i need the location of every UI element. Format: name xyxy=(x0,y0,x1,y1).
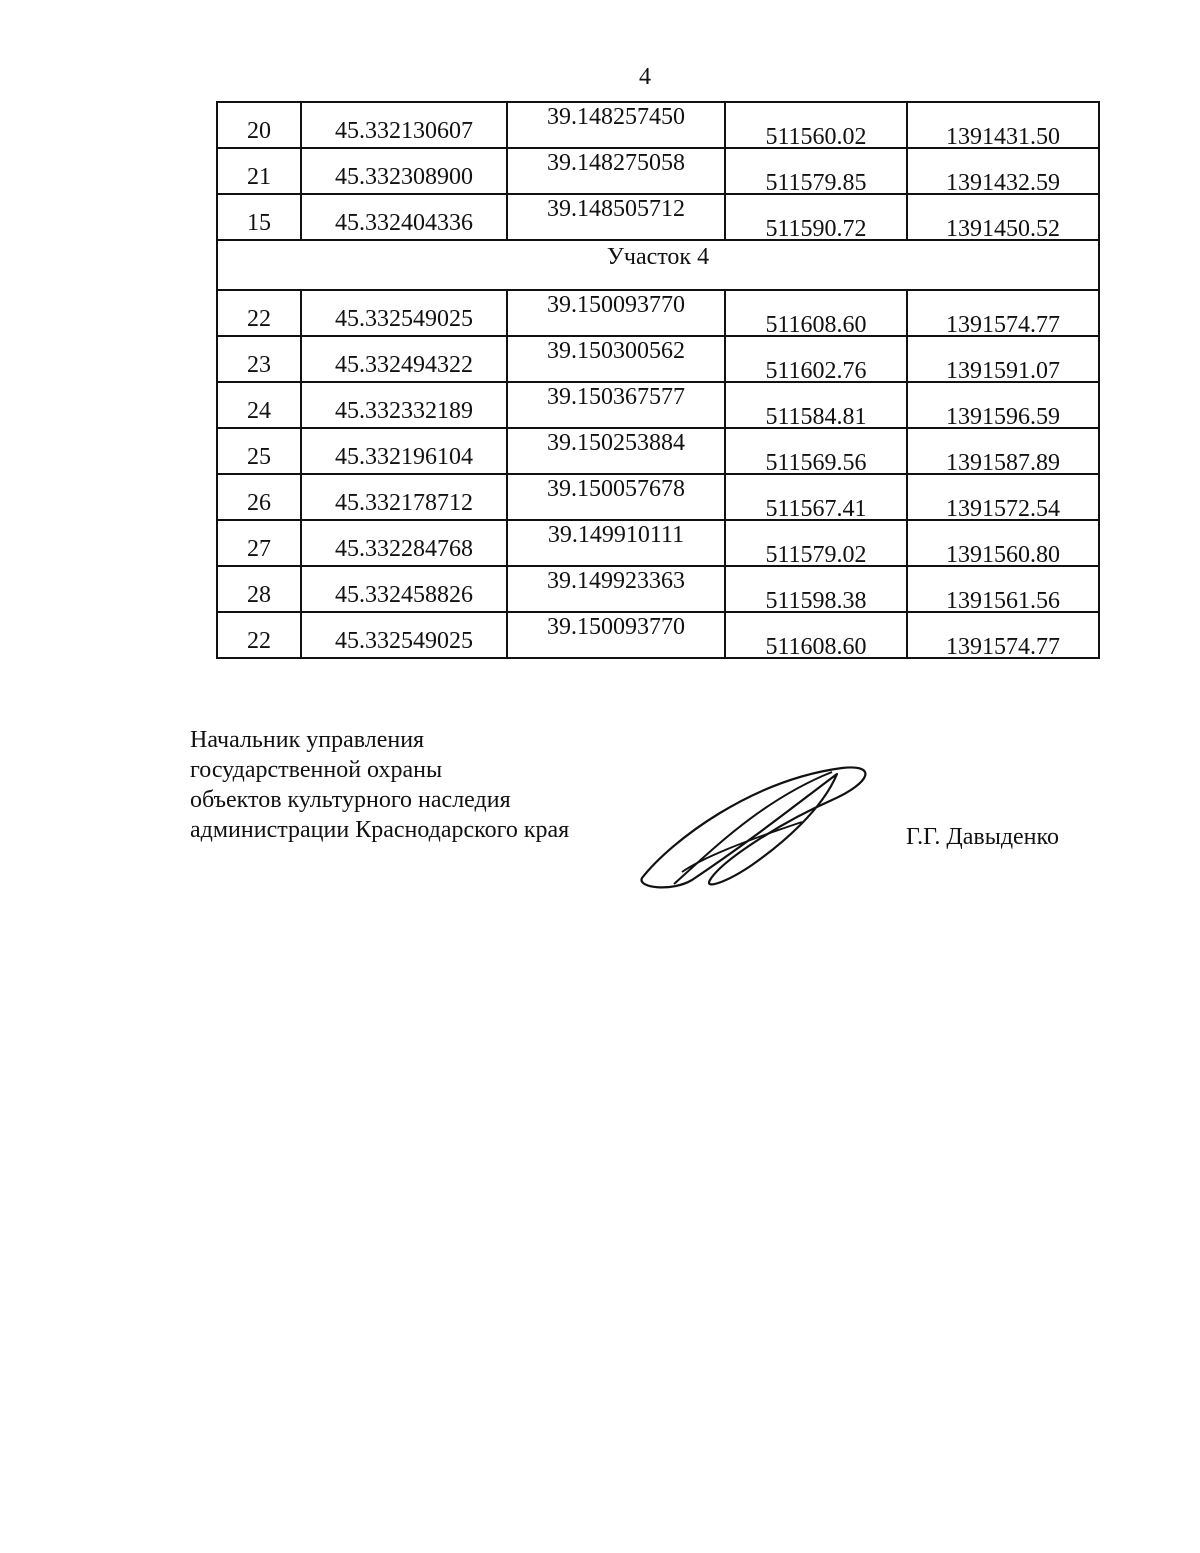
longitude-cell-text: 39.150057678 xyxy=(547,476,685,502)
longitude-cell xyxy=(507,336,725,382)
position-line: Начальник управления xyxy=(190,727,425,753)
point-number-cell-text: 25 xyxy=(247,444,271,470)
point-number-cell-text: 20 xyxy=(247,118,271,144)
y-coordinate-cell-text: 1391572.54 xyxy=(946,496,1060,522)
longitude-cell xyxy=(507,148,725,194)
table-row xyxy=(217,336,1099,382)
latitude-cell-text: 45.332494322 xyxy=(335,352,473,378)
y-coordinate-cell xyxy=(907,148,1099,194)
table-body-bottom xyxy=(217,290,1099,658)
latitude-cell-text: 45.332178712 xyxy=(335,490,473,516)
longitude-cell xyxy=(507,102,725,148)
point-number-cell xyxy=(217,102,301,148)
latitude-cell xyxy=(301,148,507,194)
table-row xyxy=(217,194,1099,240)
x-coordinate-cell-text: 511608.60 xyxy=(765,312,867,338)
point-number-cell-text: 24 xyxy=(247,398,271,424)
y-coordinate-cell xyxy=(907,290,1099,336)
latitude-cell-text: 45.332130607 xyxy=(335,118,473,144)
latitude-cell xyxy=(301,520,507,566)
y-coordinate-cell-text: 1391574.77 xyxy=(946,634,1060,660)
longitude-cell xyxy=(507,474,725,520)
y-coordinate-cell-text: 1391560.80 xyxy=(946,542,1060,568)
latitude-cell xyxy=(301,102,507,148)
x-coordinate-cell-text: 511560.02 xyxy=(765,124,867,150)
point-number-cell xyxy=(217,566,301,612)
point-number-cell-text: 23 xyxy=(247,352,271,378)
longitude-cell xyxy=(507,290,725,336)
y-coordinate-cell-text: 1391431.50 xyxy=(946,124,1060,150)
x-coordinate-cell-text: 511584.81 xyxy=(765,404,867,430)
latitude-cell xyxy=(301,474,507,520)
y-coordinate-cell xyxy=(907,520,1099,566)
point-number-cell-text: 22 xyxy=(247,628,271,654)
point-number-cell-text: 28 xyxy=(247,582,271,608)
section-row xyxy=(217,240,1099,290)
position-line: государственной охраны xyxy=(190,757,443,783)
longitude-cell-text: 39.150093770 xyxy=(547,292,685,318)
point-number-cell xyxy=(217,194,301,240)
latitude-cell-text: 45.332549025 xyxy=(335,306,473,332)
x-coordinate-cell xyxy=(725,428,907,474)
x-coordinate-cell xyxy=(725,102,907,148)
point-number-cell xyxy=(217,382,301,428)
latitude-cell-text: 45.332332189 xyxy=(335,398,473,424)
table-row xyxy=(217,474,1099,520)
x-coordinate-cell-text: 511579.85 xyxy=(765,170,867,196)
latitude-cell xyxy=(301,290,507,336)
y-coordinate-cell xyxy=(907,102,1099,148)
section-title: Участок 4 xyxy=(217,240,1099,290)
point-number-cell xyxy=(217,474,301,520)
y-coordinate-cell xyxy=(907,612,1099,658)
x-coordinate-cell xyxy=(725,336,907,382)
x-coordinate-cell xyxy=(725,474,907,520)
x-coordinate-cell xyxy=(725,290,907,336)
latitude-cell-text: 45.332308900 xyxy=(335,164,473,190)
table-row xyxy=(217,290,1099,336)
table-body-top xyxy=(217,102,1099,240)
latitude-cell-text: 45.332284768 xyxy=(335,536,473,562)
point-number-cell xyxy=(217,148,301,194)
latitude-cell xyxy=(301,336,507,382)
table-row xyxy=(217,382,1099,428)
point-number-cell xyxy=(217,428,301,474)
latitude-cell xyxy=(301,566,507,612)
point-number-cell-text: 27 xyxy=(247,536,271,562)
y-coordinate-cell xyxy=(907,382,1099,428)
longitude-cell xyxy=(507,194,725,240)
x-coordinate-cell xyxy=(725,520,907,566)
longitude-cell xyxy=(507,382,725,428)
latitude-cell-text: 45.332549025 xyxy=(335,628,473,654)
signature-block xyxy=(190,725,569,845)
y-coordinate-cell-text: 1391591.07 xyxy=(946,358,1060,384)
table-row xyxy=(217,428,1099,474)
x-coordinate-cell xyxy=(725,382,907,428)
x-coordinate-cell-text: 511608.60 xyxy=(765,634,867,660)
handwritten-signature xyxy=(632,760,877,890)
longitude-cell xyxy=(507,520,725,566)
y-coordinate-cell-text: 1391450.52 xyxy=(946,216,1060,242)
table-row xyxy=(217,612,1099,658)
latitude-cell xyxy=(301,194,507,240)
x-coordinate-cell-text: 511602.76 xyxy=(765,358,867,384)
longitude-cell-text: 39.150367577 xyxy=(547,384,685,410)
x-coordinate-cell xyxy=(725,612,907,658)
longitude-cell xyxy=(507,566,725,612)
y-coordinate-cell xyxy=(907,336,1099,382)
y-coordinate-cell xyxy=(907,194,1099,240)
x-coordinate-cell xyxy=(725,194,907,240)
position-line: администрации Краснодарского края xyxy=(190,817,570,843)
point-number-cell-text: 15 xyxy=(247,210,271,236)
coordinates-table-wrapper xyxy=(216,101,1090,659)
longitude-cell-text: 39.150300562 xyxy=(547,338,685,364)
latitude-cell xyxy=(301,428,507,474)
y-coordinate-cell xyxy=(907,474,1099,520)
x-coordinate-cell-text: 511579.02 xyxy=(765,542,867,568)
point-number-cell xyxy=(217,612,301,658)
y-coordinate-cell-text: 1391587.89 xyxy=(946,450,1060,476)
latitude-cell-text: 45.332196104 xyxy=(335,444,473,470)
point-number-cell-text: 21 xyxy=(247,164,271,190)
longitude-cell-text: 39.148275058 xyxy=(547,150,685,176)
x-coordinate-cell-text: 511598.38 xyxy=(765,588,867,614)
latitude-cell-text: 45.332458826 xyxy=(335,582,473,608)
point-number-cell xyxy=(217,520,301,566)
longitude-cell-text: 39.149923363 xyxy=(547,568,685,594)
x-coordinate-cell xyxy=(725,566,907,612)
x-coordinate-cell xyxy=(725,148,907,194)
longitude-cell-text: 39.148505712 xyxy=(547,196,685,222)
table-row xyxy=(217,520,1099,566)
point-number-cell xyxy=(217,290,301,336)
latitude-cell xyxy=(301,382,507,428)
longitude-cell xyxy=(507,428,725,474)
table-row xyxy=(217,566,1099,612)
x-coordinate-cell-text: 511567.41 xyxy=(765,496,867,522)
y-coordinate-cell-text: 1391432.59 xyxy=(946,170,1060,196)
x-coordinate-cell-text: 511590.72 xyxy=(765,216,867,242)
point-number-cell-text: 22 xyxy=(247,306,271,332)
longitude-cell-text: 39.149910111 xyxy=(547,522,685,548)
y-coordinate-cell xyxy=(907,566,1099,612)
coordinates-table xyxy=(216,101,1100,659)
longitude-cell-text: 39.150093770 xyxy=(547,614,685,640)
longitude-cell xyxy=(507,612,725,658)
y-coordinate-cell-text: 1391574.77 xyxy=(946,312,1060,338)
longitude-cell-text: 39.148257450 xyxy=(547,104,685,130)
y-coordinate-cell-text: 1391596.59 xyxy=(946,404,1060,430)
signer-name: Г.Г. Давыденко xyxy=(906,824,1059,850)
position-line: объектов культурного наследия xyxy=(190,787,511,813)
table-row xyxy=(217,102,1099,148)
point-number-cell-text: 26 xyxy=(247,490,271,516)
x-coordinate-cell-text: 511569.56 xyxy=(765,450,867,476)
latitude-cell xyxy=(301,612,507,658)
longitude-cell-text: 39.150253884 xyxy=(547,430,685,456)
table-section xyxy=(217,240,1099,290)
page-number: 4 xyxy=(639,64,651,90)
y-coordinate-cell-text: 1391561.56 xyxy=(946,588,1060,614)
y-coordinate-cell xyxy=(907,428,1099,474)
point-number-cell xyxy=(217,336,301,382)
latitude-cell-text: 45.332404336 xyxy=(335,210,473,236)
table-row xyxy=(217,148,1099,194)
